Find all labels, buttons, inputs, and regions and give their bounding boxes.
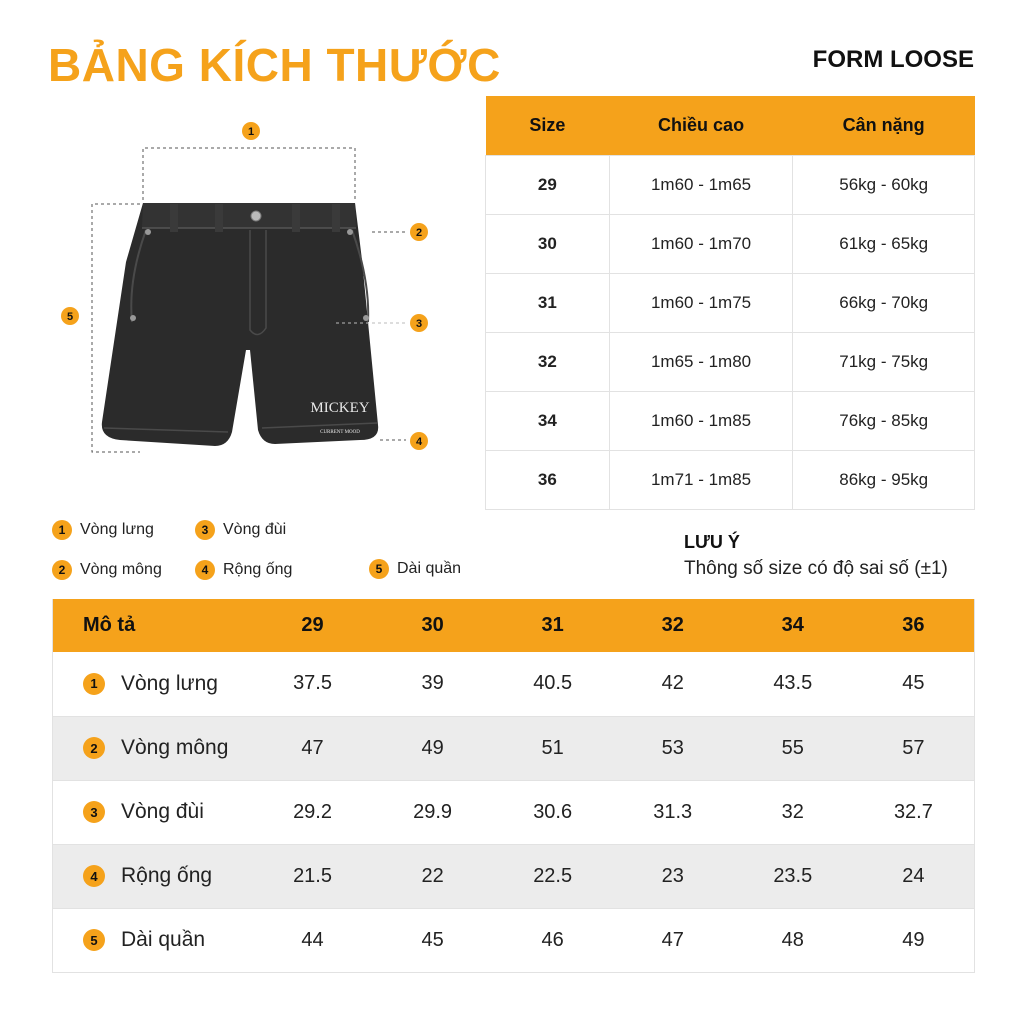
note-title: LƯU Ý bbox=[684, 532, 740, 552]
height-cell: 1m60 - 1m85 bbox=[609, 391, 793, 450]
legend-number: 1 bbox=[52, 520, 72, 540]
row-number-badge: 1 bbox=[83, 673, 105, 695]
measurement-value: 47 bbox=[253, 716, 373, 780]
table-row bbox=[53, 716, 975, 780]
size-cell: 34 bbox=[486, 391, 610, 450]
measurement-value: 51 bbox=[493, 716, 613, 780]
measurement-value: 22.5 bbox=[493, 844, 613, 908]
note-text: Thông số size có độ sai số (±1) bbox=[684, 558, 948, 579]
row-number-badge: 3 bbox=[83, 801, 105, 823]
height-cell: 1m60 - 1m65 bbox=[609, 155, 793, 214]
measurement-value: 57 bbox=[853, 716, 975, 780]
legend-item bbox=[195, 520, 286, 540]
legend-item bbox=[52, 520, 154, 540]
form-label: FORM LOOSE bbox=[812, 46, 974, 73]
weight-cell: 56kg - 60kg bbox=[793, 155, 975, 214]
table-row bbox=[486, 332, 975, 391]
table-row bbox=[486, 273, 975, 332]
measurement-label-cell bbox=[53, 908, 253, 972]
height-cell: 1m65 - 1m80 bbox=[609, 332, 793, 391]
legend-item bbox=[195, 560, 292, 580]
row-number-badge: 2 bbox=[83, 737, 105, 759]
marker-5-label: 5 bbox=[66, 311, 74, 323]
legend-item bbox=[52, 560, 162, 580]
measurement-value: 29.2 bbox=[253, 780, 373, 844]
table-row bbox=[486, 391, 975, 450]
legend-label: Vòng mông bbox=[80, 561, 162, 578]
measurement-value: 45 bbox=[853, 652, 975, 716]
legend-number: 3 bbox=[195, 520, 215, 540]
measurement-header-cell: 31 bbox=[493, 599, 613, 652]
size-chart-table bbox=[485, 96, 975, 510]
marker-3-label: 3 bbox=[415, 318, 423, 330]
measurement-value: 24 bbox=[853, 844, 975, 908]
measurement-value: 31.3 bbox=[613, 780, 733, 844]
legend-label: Dài quần bbox=[397, 560, 462, 577]
marker-4-label: 4 bbox=[415, 436, 423, 448]
measurement-value: 45 bbox=[373, 908, 493, 972]
measurement-header-cell: 29 bbox=[253, 599, 373, 652]
measurement-value: 39 bbox=[373, 652, 493, 716]
table-row bbox=[53, 652, 975, 716]
row-number-badge: 5 bbox=[83, 929, 105, 951]
marker-waist-guide bbox=[143, 122, 355, 200]
measurement-label: Dài quần bbox=[121, 928, 206, 951]
measurement-value: 29.9 bbox=[373, 780, 493, 844]
measurement-value: 46 bbox=[493, 908, 613, 972]
table-row bbox=[486, 155, 975, 214]
legend-number: 5 bbox=[369, 559, 389, 579]
height-cell: 1m60 - 1m70 bbox=[609, 214, 793, 273]
measurement-header-cell: 36 bbox=[853, 599, 975, 652]
legend-item bbox=[369, 559, 461, 579]
legend-label: Vòng đùi bbox=[223, 521, 287, 538]
measurement-label: Vòng đùi bbox=[121, 800, 204, 823]
table-row bbox=[53, 844, 975, 908]
page-title: BẢNG KÍCH THƯỚC bbox=[48, 39, 501, 91]
measurement-value: 48 bbox=[733, 908, 853, 972]
measurement-value: 23.5 bbox=[733, 844, 853, 908]
marker-2-label: 2 bbox=[415, 227, 423, 239]
measurement-value: 22 bbox=[373, 844, 493, 908]
measurement-header-row bbox=[53, 599, 975, 652]
measurement-label: Vòng lưng bbox=[121, 671, 218, 695]
measurement-value: 43.5 bbox=[733, 652, 853, 716]
table-row bbox=[486, 450, 975, 509]
size-chart-header-cell: Cân nặng bbox=[793, 96, 975, 155]
legend-label: Vòng lưng bbox=[80, 521, 154, 538]
measurement-header-cell: Mô tả bbox=[53, 599, 253, 652]
measurement-header-cell: 32 bbox=[613, 599, 733, 652]
measurement-header-cell: 30 bbox=[373, 599, 493, 652]
measurement-value: 21.5 bbox=[253, 844, 373, 908]
weight-cell: 66kg - 70kg bbox=[793, 273, 975, 332]
legend-number: 4 bbox=[195, 560, 215, 580]
measurement-table bbox=[52, 599, 975, 973]
measurement-label: Rộng ống bbox=[121, 864, 213, 887]
table-row bbox=[53, 780, 975, 844]
shorts-garment bbox=[102, 203, 378, 446]
size-cell: 31 bbox=[486, 273, 610, 332]
legend-number: 2 bbox=[52, 560, 72, 580]
measurement-label-cell bbox=[53, 716, 253, 780]
marker-1-label: 1 bbox=[247, 126, 255, 138]
weight-cell: 86kg - 95kg bbox=[793, 450, 975, 509]
measurement-value: 32.7 bbox=[853, 780, 975, 844]
measurement-value: 47 bbox=[613, 908, 733, 972]
marker-leg-opening-guide bbox=[380, 432, 428, 450]
row-number-badge: 4 bbox=[83, 865, 105, 887]
measurement-value: 23 bbox=[613, 844, 733, 908]
table-row bbox=[53, 908, 975, 972]
shorts-illustration bbox=[50, 110, 450, 470]
measurement-value: 40.5 bbox=[493, 652, 613, 716]
weight-cell: 76kg - 85kg bbox=[793, 391, 975, 450]
measurement-value: 42 bbox=[613, 652, 733, 716]
marker-hip-guide bbox=[372, 223, 428, 241]
table-row bbox=[486, 214, 975, 273]
height-cell: 1m60 - 1m75 bbox=[609, 273, 793, 332]
measurement-value: 53 bbox=[613, 716, 733, 780]
measurement-header-cell: 34 bbox=[733, 599, 853, 652]
measurement-value: 32 bbox=[733, 780, 853, 844]
size-cell: 29 bbox=[486, 155, 610, 214]
size-chart-header-row bbox=[486, 96, 975, 155]
weight-cell: 61kg - 65kg bbox=[793, 214, 975, 273]
size-cell: 32 bbox=[486, 332, 610, 391]
measurement-value: 37.5 bbox=[253, 652, 373, 716]
size-chart-header-cell: Size bbox=[486, 96, 610, 155]
size-cell: 30 bbox=[486, 214, 610, 273]
garment-print-text: MICKEY bbox=[310, 400, 370, 416]
measurement-label-cell bbox=[53, 844, 253, 908]
measurement-label-cell bbox=[53, 780, 253, 844]
weight-cell: 71kg - 75kg bbox=[793, 332, 975, 391]
measurement-value: 49 bbox=[853, 908, 975, 972]
garment-print-subtext: CURRENT MOOD bbox=[320, 430, 360, 435]
measurement-label-cell bbox=[53, 652, 253, 716]
size-chart-header-cell: Chiều cao bbox=[609, 96, 793, 155]
measurement-label: Vòng mông bbox=[121, 736, 229, 759]
size-cell: 36 bbox=[486, 450, 610, 509]
legend-label: Rộng ống bbox=[223, 561, 293, 578]
measurement-value: 30.6 bbox=[493, 780, 613, 844]
measurement-value: 44 bbox=[253, 908, 373, 972]
measurement-value: 55 bbox=[733, 716, 853, 780]
height-cell: 1m71 - 1m85 bbox=[609, 450, 793, 509]
measurement-value: 49 bbox=[373, 716, 493, 780]
